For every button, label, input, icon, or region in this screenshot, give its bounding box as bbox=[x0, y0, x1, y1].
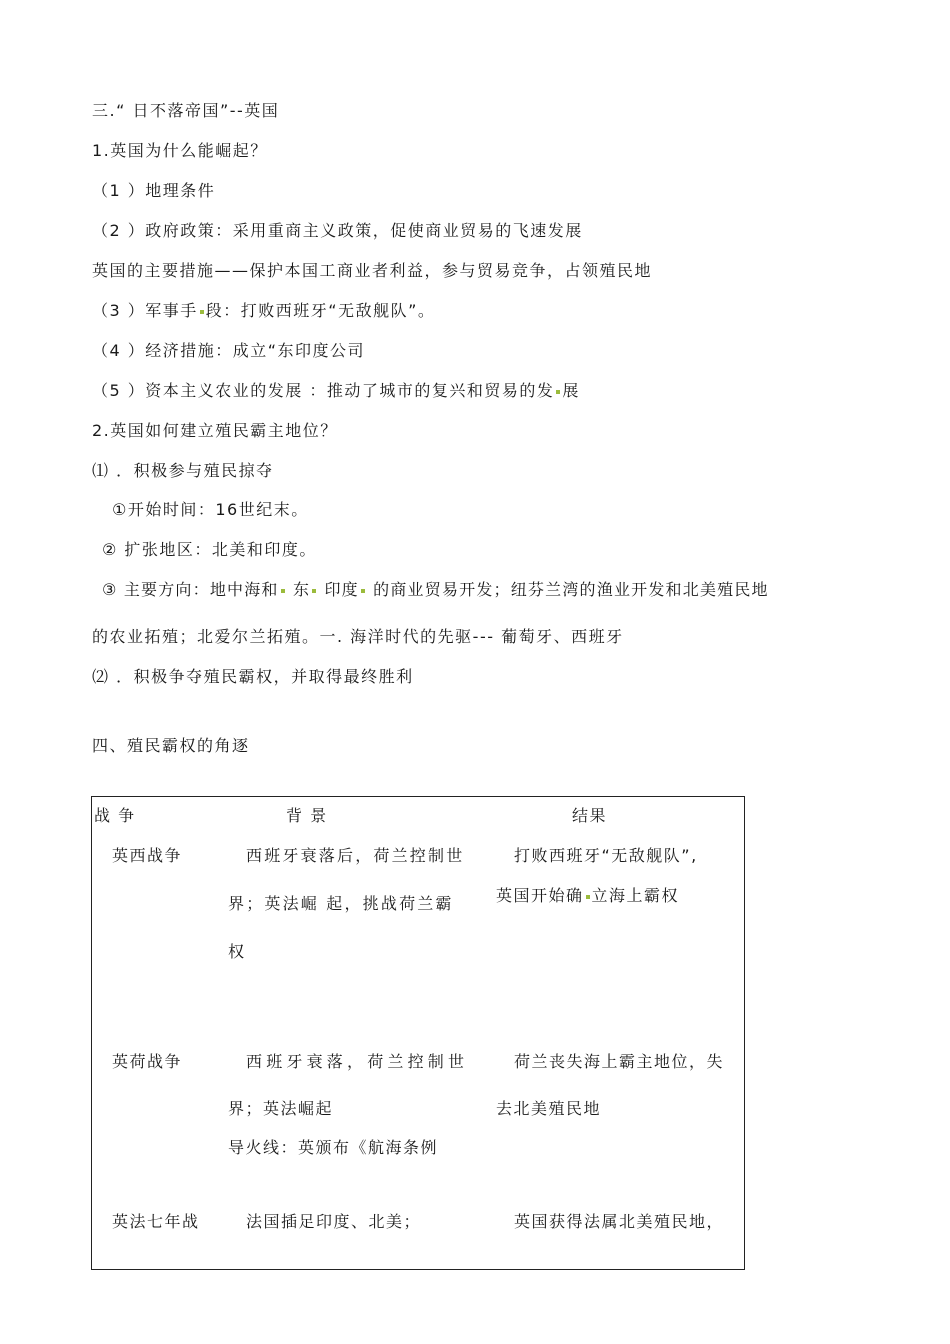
sub-point-1a: ①开始时间：16世纪末。 bbox=[112, 500, 309, 519]
background-line: 导火线：英颁布《航海条例 bbox=[228, 1138, 439, 1157]
war-name: 英荷战争 bbox=[112, 1052, 183, 1071]
background-line: 权 bbox=[228, 942, 246, 961]
result-part-a: 英国开始确 bbox=[496, 886, 584, 905]
war-name: 英法七年战 bbox=[112, 1212, 200, 1231]
sub-point-1c-part-2: 东 bbox=[292, 580, 311, 599]
point-2-measures: 英国的主要措施——保护本国工商业者利益，参与贸易竞争，占领殖民地 bbox=[92, 261, 653, 280]
question-1: 1.英国为什么能崛起？ bbox=[92, 141, 268, 160]
mark-dot bbox=[312, 589, 316, 593]
sub-point-1: ⑴ ．积极参与殖民掠夺 bbox=[92, 461, 274, 480]
point-5 bbox=[92, 378, 580, 401]
header-result: 结果 bbox=[572, 806, 608, 825]
mark-dot bbox=[556, 390, 560, 394]
mark-dot bbox=[586, 895, 590, 899]
war-name: 英西战争 bbox=[112, 846, 183, 865]
point-3-part-a: （3 ）军事手 bbox=[92, 301, 198, 320]
header-war: 战 争 bbox=[94, 806, 136, 825]
result-line: 英国获得法属北美殖民地， bbox=[514, 1212, 725, 1231]
header-background: 背 景 bbox=[286, 806, 328, 825]
sub-point-1c bbox=[102, 577, 769, 600]
mark-dot bbox=[281, 589, 285, 593]
background-line: 界；英法崛起 bbox=[228, 1099, 334, 1118]
point-2: （2 ）政府政策：采用重商主义政策，促使商业贸易的飞速发展 bbox=[92, 221, 583, 240]
result-line: 荷兰丧失海上霸主地位，失 bbox=[514, 1052, 725, 1071]
sub-point-1c-part-4: 的商业贸易开发；纽芬兰湾的渔业开发和北美殖民地 bbox=[373, 580, 769, 599]
question-2: 2.英国如何建立殖民霸主地位？ bbox=[92, 421, 338, 440]
point-1: （1 ）地理条件 bbox=[92, 181, 216, 200]
result-line: 打败西班牙“无敌舰队”, bbox=[514, 846, 698, 865]
mark-dot bbox=[200, 310, 204, 314]
sub-point-1c-part-3: 印度 bbox=[324, 580, 359, 599]
sub-point-1c-part-1: ③ 主要方向：地中海和 bbox=[102, 580, 279, 599]
result-line: 去北美殖民地 bbox=[496, 1099, 602, 1118]
point-5-part-b: 展 bbox=[562, 381, 580, 400]
background-line: 界；英法崛 起，挑战荷兰霸 bbox=[228, 894, 454, 913]
point-3-part-b: 段：打败西班牙“无敌舰队”。 bbox=[205, 301, 436, 320]
background-line: 西班牙衰落，荷兰控制世 bbox=[246, 1052, 469, 1071]
section-3-title: 三.“ 日不落帝国”--英国 bbox=[92, 101, 280, 120]
result-line bbox=[496, 883, 679, 906]
point-3 bbox=[92, 298, 435, 321]
mark-dot bbox=[361, 589, 365, 593]
result-part-b: 立海上霸权 bbox=[591, 886, 680, 905]
background-line: 西班牙衰落后，荷兰控制世 bbox=[246, 846, 465, 865]
sub-point-1c-continued: 的农业拓殖；北爱尔兰拓殖。一. 海洋时代的先驱--- 葡萄牙、西班牙 bbox=[92, 627, 624, 646]
background-line: 法国插足印度、北美； bbox=[246, 1212, 422, 1231]
point-5-part-a: （5 ）资本主义农业的发展 ：推动了城市的复兴和贸易的发 bbox=[92, 381, 555, 400]
sub-point-1b: ② 扩张地区：北美和印度。 bbox=[102, 540, 317, 559]
colonial-wars-table bbox=[91, 796, 745, 1270]
sub-point-2: ⑵ ．积极争夺殖民霸权，并取得最终胜利 bbox=[92, 667, 414, 686]
section-4-title: 四、殖民霸权的角逐 bbox=[92, 736, 250, 755]
point-4: （4 ）经济措施：成立“东印度公司 bbox=[92, 341, 366, 360]
